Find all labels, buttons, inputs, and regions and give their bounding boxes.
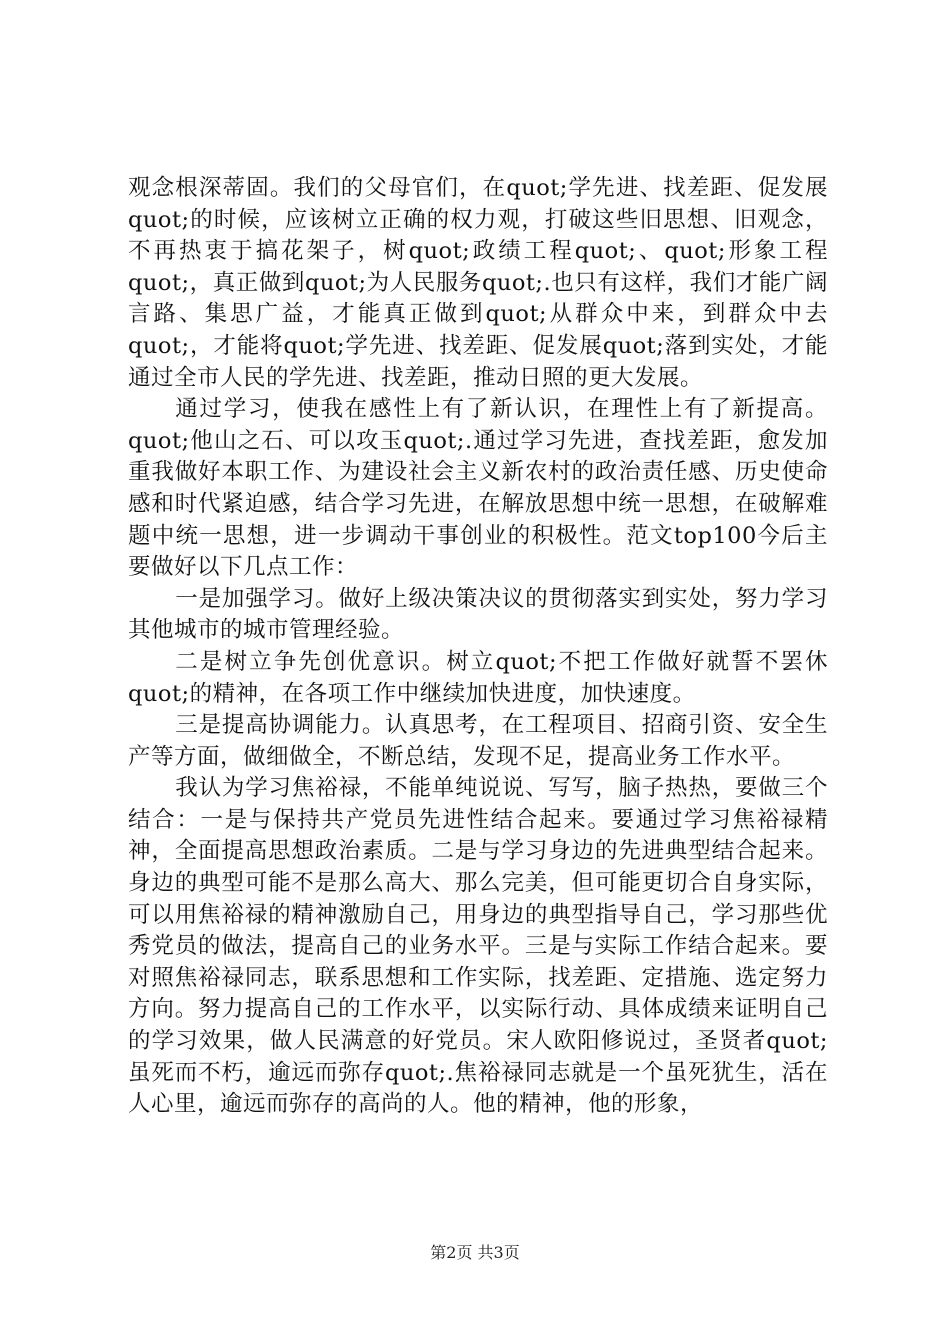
paragraph-3: 一是加强学习。做好上级决策决议的贯彻落实到实处，努力学习其他城市的城市管理经验。 [128, 585, 828, 644]
paragraph-6: 我认为学习焦裕禄，不能单纯说说、写写，脑子热热，要做三个结合：一是与保持共产党员先进性结合起来。要通过学习焦裕禄精神，全面提高思想政治素质。二是与学习身边的先进典型结合起来。身边的典型可能不是那么高大、那么完美，但可能更切合自身实际，可以用焦裕禄的精神激励自己，用身边的典型指导自己，学习那些优秀党员的做法，提高自己的业务水平。三是与实际工作结合起来。要对照焦裕禄同志，联系思想和工作实际，找差距、定措施、选定努力方向。努力提高自己的工作水平，以实际行动、具体成绩来证明自己的学习效果，做人民满意的好党员。宋人欧阳修说过，圣贤者quot;虽死而不朽，逾远而弥存quot;.焦裕禄同志就是一个虽死犹生，活在人心里，逾远而弥存的高尚的人。他的精神，他的形象， [128, 775, 828, 1118]
page-footer [0, 1242, 950, 1264]
paragraph-4: 二是树立争先创优意识。树立quot;不把工作做好就誓不罢休quot;的精神，在各项工作中继续加快进度，加快速度。 [128, 648, 828, 707]
paragraph-2: 通过学习，使我在感性上有了新认识，在理性上有了新提高。quot;他山之石、可以攻玉quot;.通过学习先进，查找差距，愈发加重我做好本职工作、为建设社会主义新农村的政治责任感、历史使命感和时代紧迫感，结合学习先进，在解放思想中统一思想，在破解难题中统一思想，进一步调动干事创业的积极性。范文top100今后主要做好以下几点工作： [128, 396, 828, 581]
document-body [128, 173, 828, 1121]
page-number-label: 第2页 共3页 [430, 1243, 520, 1262]
paragraph-1: 观念根深蒂固。我们的父母官们，在quot;学先进、找差距、促发展quot;的时候，应该树立正确的权力观，打破这些旧思想、旧观念，不再热衷于搞花架子，树quot;政绩工程quot;、quot;形象工程quot;，真正做到quot;为人民服务quot;.也只有这样，我们才能广阔言路、集思广益，才能真正做到quot;从群众中来，到群众中去quot;，才能将quot;学先进、找差距、促发展quot;落到实处，才能通过全市人民的学先进、找差距，推动日照的更大发展。 [128, 175, 828, 391]
paragraph-5: 三是提高协调能力。认真思考，在工程项目、招商引资、安全生产等方面，做细做全，不断总结，发现不足，提高业务工作水平。 [128, 712, 828, 770]
